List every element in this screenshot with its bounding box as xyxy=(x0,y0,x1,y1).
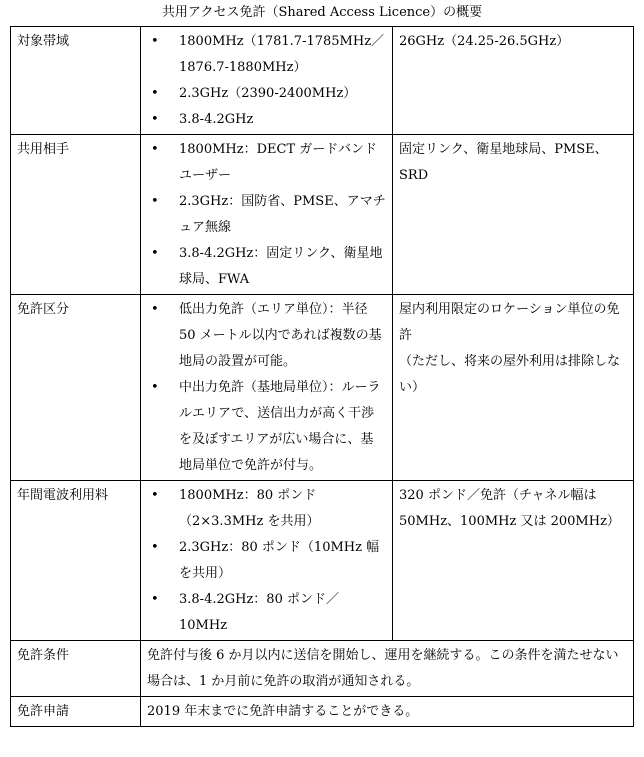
table-row-licence-conditions xyxy=(11,641,634,697)
bullet-icon: • xyxy=(151,592,159,607)
bullet-icon: • xyxy=(151,194,159,209)
bullet-list xyxy=(147,297,386,479)
bullet-icon: • xyxy=(151,540,159,555)
table-row-sharing-partners xyxy=(11,135,634,295)
table-cell xyxy=(141,481,393,641)
row-header: 免許申請 xyxy=(11,697,141,727)
cell-text: 320 ポンド／免許（チャネル幅は 50MHz、100MHz 又は 200MHz） xyxy=(399,488,620,529)
bullet-icon: • xyxy=(151,380,159,395)
row-header: 共用相手 xyxy=(11,135,141,295)
bullet-icon: • xyxy=(151,86,159,101)
cell-text: 屋内利用限定のロケーション単位の免許 xyxy=(399,302,620,343)
list-item: • 3.8-4.2GHz：固定リンク、衛星地球局、FWA xyxy=(147,241,386,293)
bullet-icon: • xyxy=(151,142,159,157)
row-header: 免許条件 xyxy=(11,641,141,697)
table-row-licence-application xyxy=(11,697,634,727)
table-cell xyxy=(393,481,634,641)
row-header: 年間電波利用料 xyxy=(11,481,141,641)
table-cell xyxy=(393,135,634,295)
list-item: • 1800MHz（1781.7-1785MHz／1876.7-1880MHz） xyxy=(147,29,386,81)
row-header: 免許区分 xyxy=(11,295,141,481)
licence-overview-table xyxy=(10,26,634,727)
table-cell xyxy=(393,27,634,135)
list-item: • 3.8-4.2GHz：80 ポンド／10MHz xyxy=(147,587,386,639)
table-cell-merged: 2019 年末までに免許申請することができる。 xyxy=(141,697,634,727)
table-cell xyxy=(141,295,393,481)
row-header: 対象帯域 xyxy=(11,27,141,135)
list-item: • 3.8-4.2GHz xyxy=(147,107,386,133)
bullet-list xyxy=(147,483,386,639)
bullet-icon: • xyxy=(151,488,159,503)
table-cell xyxy=(141,27,393,135)
table-row-annual-fees xyxy=(11,481,634,641)
cell-text: 固定リンク、衛星地球局、PMSE、SRD xyxy=(399,142,608,183)
list-item: • 2.3GHz：80 ポンド（10MHz 幅を共用） xyxy=(147,535,386,587)
cell-text-note: （ただし、将来の屋外利用は排除しない） xyxy=(399,354,621,395)
list-item: • 2.3GHz（2390-2400MHz） xyxy=(147,81,386,107)
table-cell-merged: 免許付与後 6 か月以内に送信を開始し、運用を継続する。この条件を満たせない場合は、1 か月前に免許の取消が通知される。 xyxy=(141,641,634,697)
bullet-list xyxy=(147,137,386,293)
list-item: • 1800MHz：DECT ガードバンドユーザー xyxy=(147,137,386,189)
list-item: • 1800MHz：80 ポンド（2×3.3MHz を共用） xyxy=(147,483,386,535)
bullet-icon: • xyxy=(151,112,159,127)
bullet-list xyxy=(147,29,386,133)
bullet-icon: • xyxy=(151,34,159,49)
table-cell xyxy=(393,295,634,481)
table-caption: 共用アクセス免許（Shared Access Licence）の概要 xyxy=(161,5,483,20)
list-item: • 中出力免許（基地局単位）：ルーラルエリアで、送信出力が高く干渉を及ぼすエリアが広い場合に、基地局単位で免許が付与。 xyxy=(147,375,386,479)
table-cell xyxy=(141,135,393,295)
bullet-icon: • xyxy=(151,302,159,317)
table-row-licence-types xyxy=(11,295,634,481)
cell-text: 26GHz（24.25-26.5GHz） xyxy=(399,34,570,49)
bullet-icon: • xyxy=(151,246,159,261)
list-item: • 低出力免許（エリア単位）：半径 50 メートル以内であれば複数の基地局の設置が可能。 xyxy=(147,297,386,375)
table-row-target-bands xyxy=(11,27,634,135)
list-item: • 2.3GHz：国防省、PMSE、アマチュア無線 xyxy=(147,189,386,241)
